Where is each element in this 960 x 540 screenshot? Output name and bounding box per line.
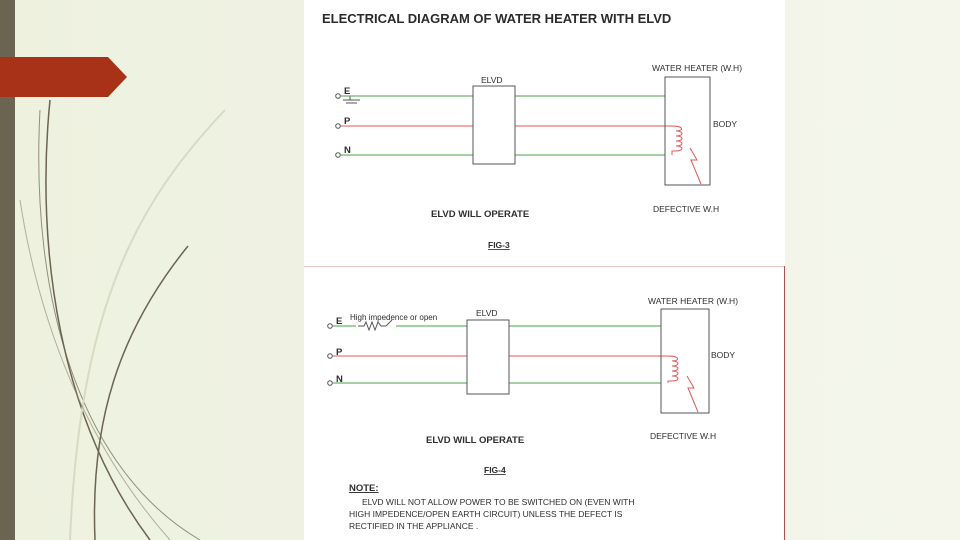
fig3-terminal-n-label: N (344, 145, 351, 156)
fig3-elvd-box (473, 86, 515, 164)
fig4-elvd-box (467, 320, 509, 394)
fig3-terminal-p-circle (336, 124, 341, 129)
note-line-2: HIGH IMPEDENCE/OPEN EARTH CIRCUIT) UNLESS THE DEFECT IS (349, 509, 623, 519)
fig4-terminal-p-label: P (336, 347, 343, 358)
diagram-title: ELECTRICAL DIAGRAM OF WATER HEATER WITH ELVD (322, 11, 672, 26)
fig4-resistor-symbol (358, 322, 386, 330)
fig4-defect-mark (687, 376, 698, 412)
fig4-terminal-n-circle (328, 381, 333, 386)
fig4-high-impedance-label: High impedence or open (350, 313, 438, 322)
fig3-heater-coil (672, 126, 682, 155)
fig4-diagram (328, 296, 738, 475)
fig3-terminal-e-circle (336, 94, 341, 99)
fig3-defective-label: DEFECTIVE W.H (653, 204, 720, 214)
electrical-diagram (304, 0, 785, 540)
fig4-terminal-p-circle (328, 354, 333, 359)
note-block (349, 483, 635, 531)
fig4-water-heater-label: WATER HEATER (W.H) (648, 296, 739, 306)
fig3-defect-mark (690, 148, 701, 184)
note-line-1: ELVD WILL NOT ALLOW POWER TO BE SWITCHED ON (EVEN WITH (362, 497, 635, 507)
fig4-defective-label: DEFECTIVE W.H (650, 431, 717, 441)
fig3-elvd-label: ELVD (481, 75, 503, 85)
fig3-body-label: BODY (713, 119, 738, 129)
fig4-body-label: BODY (711, 350, 736, 360)
fig3-terminal-n-circle (336, 153, 341, 158)
fig4-operate-label: ELVD WILL OPERATE (426, 435, 525, 446)
fig3-terminal-e-label: E (344, 86, 351, 97)
fig3-earth-symbol (343, 96, 360, 103)
note-line-3: RECTIFIED IN THE APPLIANCE . (349, 521, 479, 531)
fig3-terminal-p-label: P (344, 116, 351, 127)
fig4-terminal-e-circle (328, 324, 333, 329)
fig3-operate-label: ELVD WILL OPERATE (431, 209, 530, 220)
fig3-caption: FIG-3 (488, 240, 510, 250)
fig4-heater-coil (668, 356, 678, 383)
fig4-terminal-e-label: E (336, 316, 343, 327)
fig3-water-heater-label: WATER HEATER (W.H) (652, 63, 743, 73)
fig4-elvd-label: ELVD (476, 308, 498, 318)
note-heading: NOTE: (349, 483, 379, 494)
fig4-caption: FIG-4 (484, 465, 506, 475)
fig3-water-heater-box (665, 77, 710, 185)
fig4-terminal-n-label: N (336, 374, 343, 385)
fig4-water-heater-box (661, 309, 709, 413)
red-arrow-tab (0, 57, 127, 97)
fig3-diagram (336, 63, 742, 250)
